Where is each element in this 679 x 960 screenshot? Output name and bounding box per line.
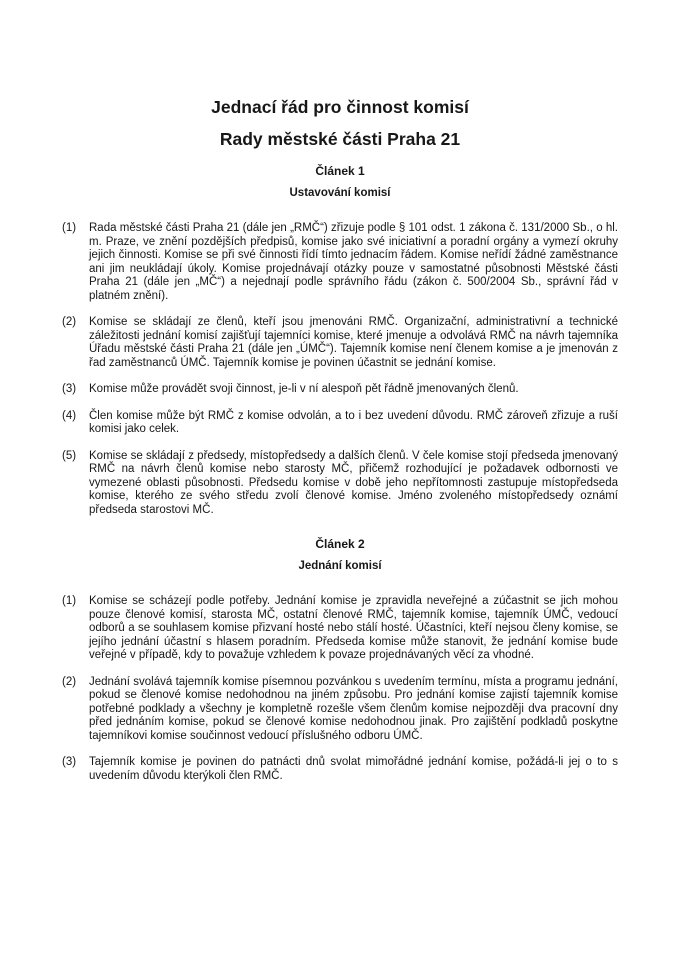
paragraph-number: (1)	[62, 222, 77, 234]
paragraph-text: Rada městské části Praha 21 (dále jen „RMČ“) zřizuje podle § 101 odst. 1 zákona č. 131/2000 Sb., o hl. m. Praze, ve znění pozdějších předpisů, komise jako své iniciativní a poradní orgány a vymezí okruhy jejich činnosti. Komise se při své činnosti řídí tímto jednacím řádem. Komise neřídí žádné zaměstnance ani jim neukládají úkoly. Komise projednávají otázky pouze v samostatné působnosti Městské části Praha 21 (dále jen „MČ“) a nejednají podle správního řádu (zákon č. 500/2004 Sb., správní řád v platném znění).	[89, 222, 618, 302]
numbered-paragraph	[62, 756, 618, 783]
document-title-line-2: Rady městské části Praha 21	[219, 129, 461, 149]
paragraph-text: Tajemník komise je povinen do patnácti dnů svolat mimořádné jednání komise, požádá-li jej o to s uvedením důvodu kterýkoli člen RMČ.	[89, 756, 618, 782]
paragraph-number: (1)	[62, 595, 77, 607]
numbered-paragraph	[62, 595, 618, 663]
paragraph-number: (3)	[62, 383, 77, 395]
document-title	[62, 97, 618, 149]
paragraph-number: (5)	[62, 449, 77, 462]
numbered-paragraph	[62, 222, 618, 303]
paragraph-text: Komise může provádět svoji činnost, je-li v ní alespoň pět řádně jmenovaných členů.	[89, 383, 519, 395]
numbered-paragraph	[62, 316, 618, 370]
article-subheading: Ustavování komisí	[289, 187, 391, 199]
article-section	[62, 164, 618, 517]
article-heading: Článek 2	[315, 537, 365, 551]
numbered-paragraph	[62, 383, 618, 397]
article-subheading: Jednání komisí	[298, 560, 382, 572]
article-section	[62, 537, 618, 783]
numbered-paragraph	[62, 410, 618, 437]
paragraph-text: Jednání svolává tajemník komise písemnou pozvánkou s uvedením termínu, místa a programu jednání, pokud se členové komise nedohodnou na jiném způsobu. Pro jednání komise zajistí tajemník komise potřebné podklady a všechny je kompletně rozešle všem členům komise nejpozději dva pracovní dny před jednáním komise, pokud se členové komise nedohodnou jinak. Pro zajištění podkladů poskytne tajemníkovi komise součinnost vedoucí příslušného odboru ÚMČ.	[89, 675, 618, 742]
numbered-paragraph	[62, 676, 618, 744]
paragraph-list	[62, 595, 618, 783]
paragraph-text: Komise se scházejí podle potřeby. Jednání komise je zpravidla neveřejné a zúčastnit se jich mohou pouze členové komisí, starosta MČ, ostatní členové RMČ, tajemník komise, tajemník ÚMČ, vedoucí odborů a se souhlasem komise přizvaní hosté nebo stálí hosté. Účastníci, kteří nejsou členy komise, se jejího jednání účastní s hlasem poradním. Předseda komise může stanovit, že jednání komise bude veřejné v případě, kdy to považuje vzhledem k povaze projednávaných věcí za vhodné.	[89, 595, 618, 661]
paragraph-number: (2)	[62, 675, 77, 688]
paragraph-text: Člen komise může být RMČ z komise odvolán, a to i bez uvedení důvodu. RMČ zároveň zřizuje a ruší komisi jako celek.	[89, 409, 618, 435]
document-title-line-1: Jednací řád pro činnost komisí	[211, 97, 469, 117]
paragraph-number: (3)	[62, 756, 77, 768]
paragraph-text: Komise se skládají z předsedy, místopředsedy a dalších členů. V čele komise stojí předseda jmenovaný RMČ na návrh členů komise nebo starosty MČ, přičemž rozhodující je požadavek odbornosti ve vymezené oblasti působnosti. Předsedu komise v době jeho nepřítomnosti zastupuje místopředseda komise, kterého ze svého středu zvolí členové komise. Jméno zvoleného místopředsedy oznámí předseda starostovi MČ.	[89, 449, 618, 516]
paragraph-text: Komise se skládají ze členů, kteří jsou jmenováni RMČ. Organizační, administrativní a technické záležitosti jednání komisí zajišťují tajemníci komise, které jmenuje a odvolává RMČ na návrh tajemníka Úřadu městské části Praha 21 (dále jen „ÚMČ“). Tajemník komise není členem komise a je jmenován z řad zaměstnanců ÚMČ. Tajemník komise je povinen účastnit se jednání komise.	[89, 316, 618, 369]
paragraph-list	[62, 222, 618, 517]
paragraph-number: (4)	[62, 409, 77, 422]
paragraph-number: (2)	[62, 316, 77, 328]
numbered-paragraph	[62, 450, 618, 518]
article-heading: Článek 1	[315, 164, 365, 178]
articles	[62, 164, 618, 783]
